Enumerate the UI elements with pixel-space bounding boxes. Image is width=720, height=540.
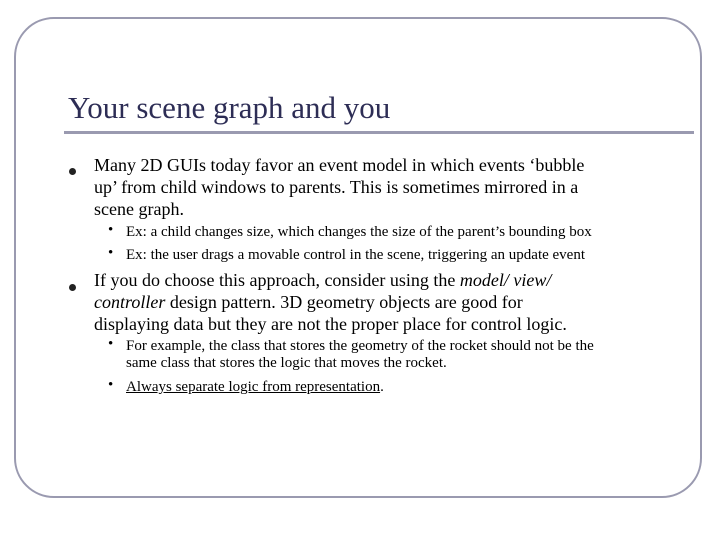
bullet-line: displaying data but they are not the proper place for control logic. xyxy=(94,314,567,334)
bullet-emphasis: model/ view/ xyxy=(459,270,552,290)
bullet-line: scene graph. xyxy=(94,199,184,219)
bullet-line: up’ from child windows to parents. This is sometimes mirrored in a xyxy=(94,177,579,197)
sub-bullet-item: Ex: a child changes size, which changes the size of the parent’s bounding box xyxy=(126,224,592,240)
sub-bullet-marker: • xyxy=(108,245,114,261)
bullet-text: design pattern. 3D geometry objects are good for xyxy=(165,292,523,312)
bullet-marker xyxy=(69,168,76,175)
title-divider xyxy=(64,131,694,134)
bullet-item xyxy=(94,154,584,220)
sub-bullet-marker: • xyxy=(108,336,114,352)
sub-bullet-marker: • xyxy=(108,377,114,393)
sub-bullet-line: For example, the class that stores the geometry of the rocket should not be the xyxy=(126,338,594,354)
sub-bullet-item xyxy=(126,338,594,372)
bullet-item xyxy=(94,269,567,335)
bullet-text: If you do choose this approach, consider using the xyxy=(94,270,460,290)
bullet-line xyxy=(94,269,567,291)
hyperlink-text[interactable]: Always separate logic from representation xyxy=(126,379,381,395)
bullet-emphasis: controller xyxy=(94,292,166,312)
slide-title: Your scene graph and you xyxy=(68,90,391,125)
sub-bullet-marker: • xyxy=(108,222,114,238)
sub-bullet-text: . xyxy=(380,379,384,395)
sub-bullet-item: Ex: the user drags a movable control in the scene, triggering an update event xyxy=(126,247,586,263)
bullet-line xyxy=(94,291,567,313)
sub-bullet-item xyxy=(126,379,384,396)
bullet-line: Many 2D GUIs today favor an event model in which events ‘bubble xyxy=(94,155,585,175)
bullet-marker xyxy=(69,284,76,291)
sub-bullet-line: same class that stores the logic that moves the rocket. xyxy=(126,355,447,371)
